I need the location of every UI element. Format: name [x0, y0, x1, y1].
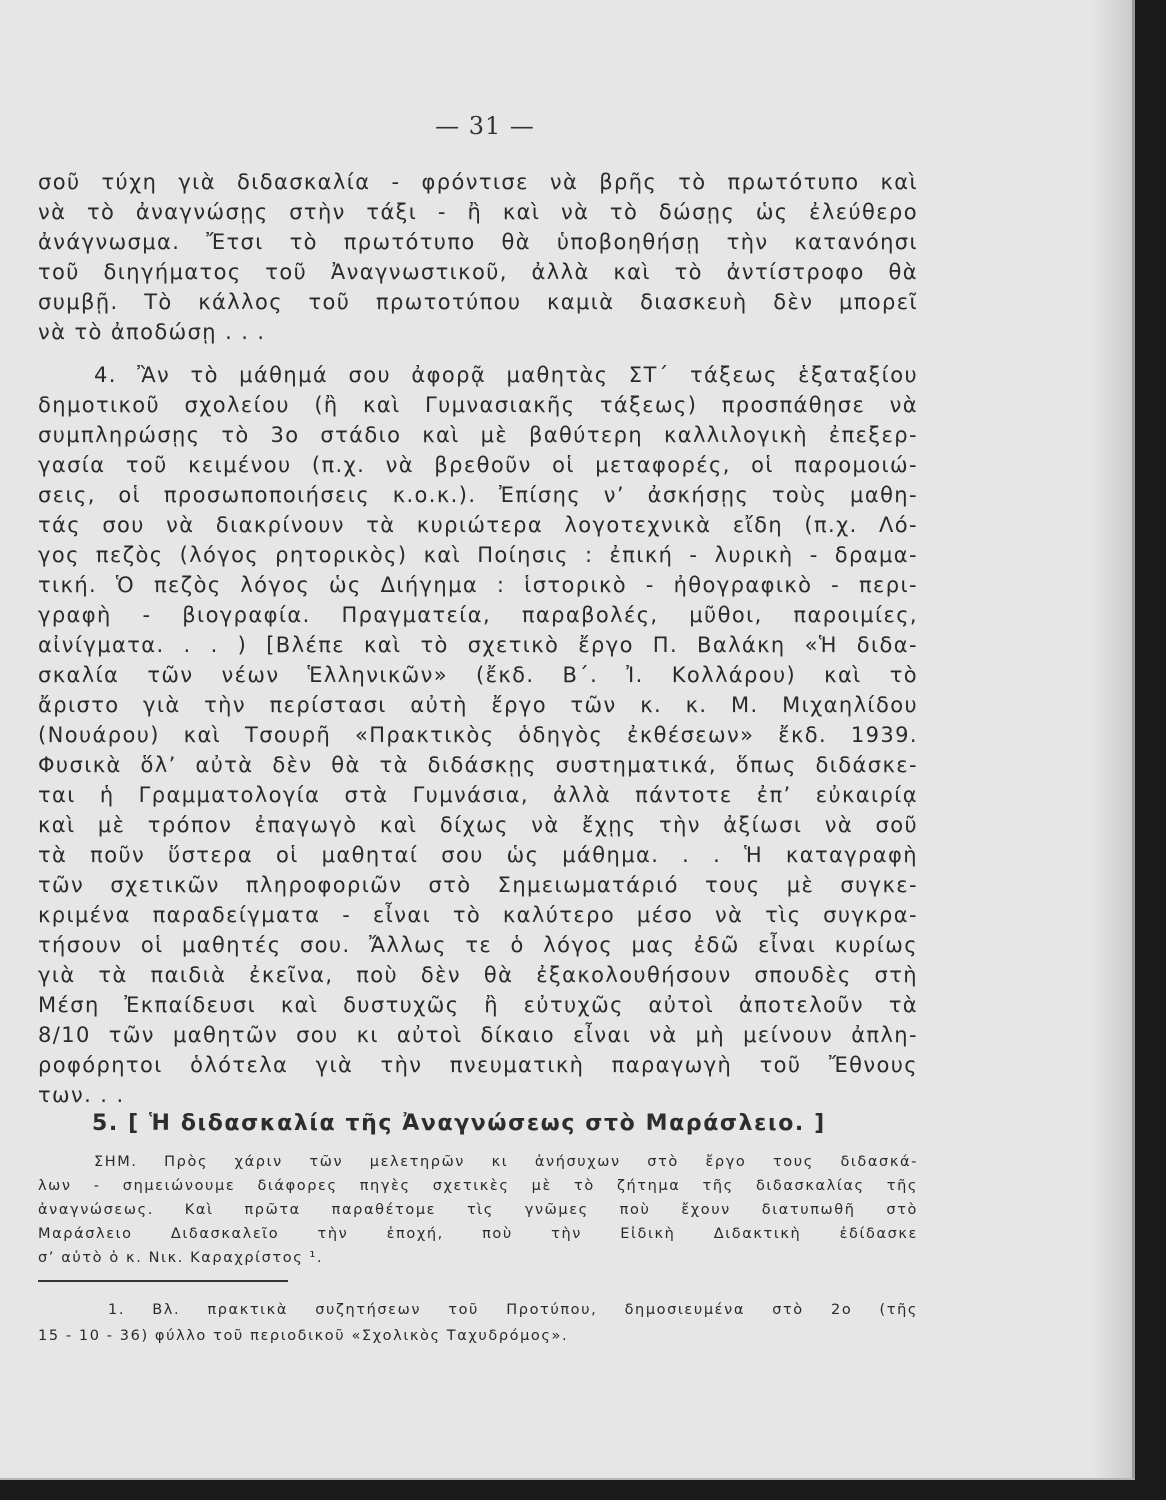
text-line: γραφὴ - βιογραφία. Πραγματεία, παραβολές, μῦθοι, παροιμίες, — [38, 603, 918, 627]
text-line: τοῦ διηγήματος τοῦ Ἀναγνωστικοῦ, ἀλλὰ καὶ τὸ ἀντίστροφο θὰ — [38, 260, 918, 284]
text-line: ροφόρητοι ὁλότελα γιὰ τὴν πνευματικὴ παραγωγὴ τοῦ Ἔθνους — [38, 1053, 918, 1077]
text-line: ται ἡ Γραμματολογία στὰ Γυμνάσια, ἀλλὰ πάντοτε ἐπ’ εὐκαιρίᾳ — [38, 783, 918, 807]
text-line: γος πεζὸς (λόγος ρητορικὸς) καὶ Ποίησις : ἐπική - λυρικὴ - δραμα- — [38, 543, 918, 567]
text-line: σεις, οἱ προσωποποιήσεις κ.ο.κ.). Ἐπίσης ν’ ἀσκήσῃς τοὺς μαθη- — [38, 483, 918, 507]
text-line: καὶ μὲ τρόπον ἐπαγωγὸ καὶ δίχως νὰ ἔχῃς τὴν ἀξίωσι νὰ σοῦ — [38, 813, 918, 837]
text-line: τὰ ποῦν ὕστερα οἱ μαθηταί σου ὡς μάθημα. . . Ἡ καταγραφὴ — [38, 843, 918, 867]
text-line: 8/10 τῶν μαθητῶν σου κι αὐτοὶ δίκαιο εἶναι νὰ μὴ μείνουν ἀπλη- — [38, 1023, 918, 1047]
note-line: Μαράσλειο Διδασκαλεῖο τὴν ἐποχή, ποὺ τὴν Εἰδικὴ Διδακτικὴ ἐδίδασκε — [38, 1226, 918, 1242]
text-line: συμπληρώσῃς τὸ 3ο στάδιο καὶ μὲ βαθύτερη καλλιλογικὴ ἐπεξερ- — [38, 423, 918, 447]
text-line: (Νουάρου) καὶ Τσουρῆ «Πρακτικὸς ὁδηγὸς ἐκθέσεων» ἔκδ. 1939. — [38, 723, 918, 747]
text-line: ἀνάγνωσμα. Ἔτσι τὸ πρωτότυπο θὰ ὑποβοηθήσῃ τὴν κατανόησι — [38, 230, 918, 254]
text-line: τική. Ὁ πεζὸς λόγος ὡς Διήγημα : ἱστορικὸ - ἠθογραφικὸ - περι- — [38, 573, 918, 597]
note-line: ΣΗΜ. Πρὸς χάριν τῶν μελετηρῶν κι ἀνήσυχων στὸ ἔργο τους διδασκά- — [94, 1154, 918, 1170]
note-line: λων - σημειώνουμε διάφορες πηγὲς σχετικὲς μὲ τὸ ζήτημα τῆς διδασκαλίας τῆς — [38, 1178, 918, 1194]
footnote-line: 1. Βλ. πρακτικὰ συζητήσεων τοῦ Προτύπου, δημοσιευμένα στὸ 2ο (τῆς — [108, 1302, 918, 1318]
text-line: Μέση Ἐκπαίδευσι καὶ δυστυχῶς ἢ εὐτυχῶς αὐτοὶ ἀποτελοῦν τὰ — [38, 993, 918, 1017]
text-line: ἄριστο γιὰ τὴν περίστασι αὐτὴ ἔργο τῶν κ. κ. Μ. Μιχαηλίδου — [38, 693, 918, 717]
text-line: αἰνίγματα. . . ) [Βλέπε καὶ τὸ σχετικὸ ἔργο Π. Βαλάκη «Ἡ διδα- — [38, 633, 918, 657]
paragraph-continuation — [38, 167, 918, 347]
footnote — [38, 1297, 918, 1349]
text-line: τῶν σχετικῶν πληροφοριῶν στὸ Σημειωματάριό τους μὲ συγκε- — [38, 873, 918, 897]
text-line: νὰ τὸ ἀναγνώσῃς στὴν τάξι - ἢ καὶ νὰ τὸ δώσῃς ὡς ἐλεύθερο — [38, 200, 918, 224]
text-line: συμβῇ. Τὸ κάλλος τοῦ πρωτοτύπου καμιὰ διασκευὴ δὲν μπορεῖ — [38, 290, 918, 314]
section-heading: 5. [ Ἡ διδασκαλία τῆς Ἀναγνώσεως στὸ Μαράσλειο. ] — [92, 1111, 826, 1136]
text-line: γιὰ τὰ παιδιὰ ἐκεῖνα, ποὺ δὲν θὰ ἐξακολουθήσουν σπουδὲς στὴ — [38, 963, 918, 987]
page-number: — 31 — — [435, 112, 535, 140]
text-line: των. . . — [38, 1083, 125, 1107]
text-line: γασία τοῦ κειμένου (π.χ. νὰ βρεθοῦν οἱ μεταφορές, οἱ παρομοιώ- — [38, 453, 918, 477]
text-line: τήσουν οἱ μαθητές σου. Ἄλλως τε ὁ λόγος μας ἐδῶ εἶναι κυρίως — [38, 933, 918, 957]
footnote-divider — [38, 1280, 288, 1282]
text-line: Φυσικὰ ὅλ’ αὐτὰ δὲν θὰ τὰ διδάσκῃς συστηματικά, ὅπως διδάσκε- — [38, 753, 918, 777]
footnote-line: 15 - 10 - 36) φύλλο τοῦ περιοδικοῦ «Σχολικὸς Ταχυδρόμος». — [38, 1328, 569, 1344]
text-line: σοῦ τύχη γιὰ διδασκαλία - φρόντισε νὰ βρῆς τὸ πρωτότυπο καὶ — [38, 170, 918, 194]
note-line: ἀναγνώσεως. Καὶ πρῶτα παραθέτομε τὶς γνῶμες ποὺ ἔχουν διατυπωθῆ στὸ — [38, 1202, 918, 1218]
page-edge-shadow — [1092, 0, 1132, 1478]
note-line: σ’ αὐτὸ ὁ κ. Νικ. Καραχρίστος ¹. — [38, 1250, 324, 1266]
note-block — [38, 1150, 918, 1270]
text-line: κριμένα παραδείγματα - εἶναι τὸ καλύτερο μέσο νὰ τὶς συγκρα- — [38, 903, 918, 927]
text-line: 4. Ἂν τὸ μάθημά σου ἀφορᾷ μαθητὰς ΣΤ΄ τάξεως ἑξαταξίου — [94, 363, 918, 387]
text-line: τάς σου νὰ διακρίνουν τὰ κυριώτερα λογοτεχνικὰ εἴδη (π.χ. Λό- — [38, 513, 918, 537]
text-line: δημοτικοῦ σχολείου (ἢ καὶ Γυμνασιακῆς τάξεως) προσπάθησε νὰ — [38, 393, 918, 417]
paragraph-4 — [38, 360, 918, 1110]
text-line: νὰ τὸ ἀποδώσῃ . . . — [38, 320, 266, 344]
text-line: σκαλία τῶν νέων Ἑλληνικῶν» (ἔκδ. Β΄. Ἰ. Κολλάρου) καὶ τὸ — [38, 663, 918, 687]
